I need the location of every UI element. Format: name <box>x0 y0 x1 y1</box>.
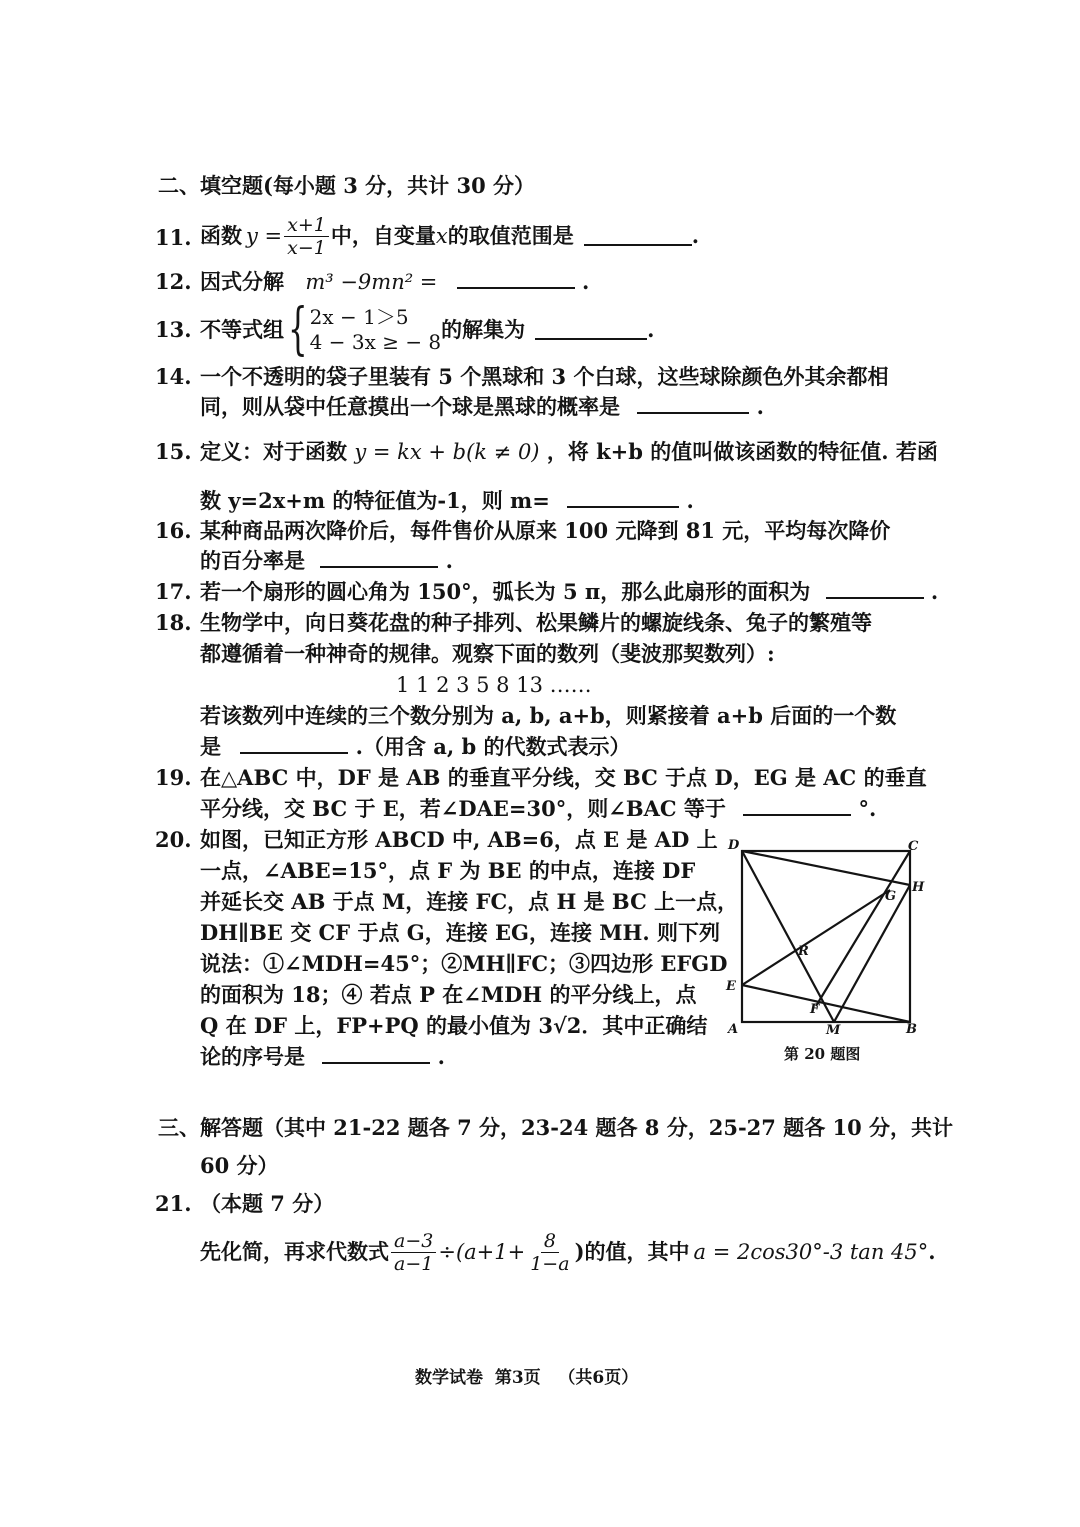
fraction-numerator: a−3 <box>391 1230 436 1253</box>
q20-line-3: 并延长交 AB 于点 M，连接 FC，点 H 是 BC 上一点， <box>200 889 739 914</box>
q16-period: . <box>445 548 453 573</box>
q13-text: 不等式组 <box>200 317 284 342</box>
figure-lines <box>742 851 910 1022</box>
q15-line-1 <box>200 438 938 466</box>
question-number: 20. <box>155 827 192 852</box>
segment-dm <box>742 851 834 1022</box>
fraction-numerator: 8 <box>541 1230 559 1253</box>
q15-text-b: ，将 k+b 的值叫做该函数的特征值. 若函 <box>546 439 938 464</box>
q14-text: 同，则从袋中任意摸出一个球是黑球的概率是 <box>200 394 620 419</box>
q20-line-7: Q 在 DF 上，FP+PQ 的最小值为 3√2．其中正确结 <box>200 1013 708 1038</box>
geometry-figure <box>720 835 930 1070</box>
q13-period: . <box>647 317 655 342</box>
question-number: 14. <box>155 364 192 389</box>
q18-line-3: 若该数列中连续的三个数分别为 a, b, a+b，则紧接着 a+b 后面的一个数 <box>200 703 897 728</box>
q18-text: 是 <box>200 734 221 759</box>
answer-blank[interactable] <box>637 394 749 414</box>
square-abcd <box>742 851 910 1022</box>
question-11 <box>200 208 699 264</box>
question-number: 12. <box>155 269 192 294</box>
q15-period: . <box>686 488 694 513</box>
question-number: 15. <box>155 439 192 464</box>
label-d: D <box>728 838 740 853</box>
question-number: 16. <box>155 518 192 543</box>
label-g: G <box>885 889 897 904</box>
q16-text: 的百分率是 <box>200 548 305 573</box>
page-footer: 数学试卷 第3页 （共6页） <box>415 1368 639 1388</box>
q13-text-post: 的解集为 <box>441 317 526 342</box>
fraction-denominator: 1−a <box>530 1252 570 1275</box>
q19-line-1: 在△ABC 中，DF 是 AB 的垂直平分线，交 BC 于点 D，EG 是 AC 的垂直 <box>200 765 927 790</box>
segment-eg <box>742 890 890 985</box>
question-number: 18. <box>155 610 192 635</box>
q21-text-post: )的值，其中 <box>574 1239 690 1264</box>
q21-condition: a = 2cos30°-3 tan 45° <box>693 1240 929 1264</box>
q19-line-2 <box>200 795 876 823</box>
answer-blank[interactable] <box>457 269 575 289</box>
q21-fraction-1 <box>391 1230 436 1275</box>
q19-degree: °. <box>858 796 877 821</box>
answer-blank[interactable] <box>240 734 348 754</box>
q21-text: 先化简，再求代数式 <box>200 1239 389 1264</box>
q15-text: 定义：对于函数 <box>200 439 347 464</box>
q14-line-2 <box>200 393 764 421</box>
q20-line-6: 的面积为 18；④ 若点 P 在∠MDH 的平分线上，点 <box>200 982 697 1007</box>
question-12 <box>200 268 589 296</box>
q19-text: 平分线，交 BC 于 E，若∠DAE=30°，则∠BAC 等于 <box>200 796 726 821</box>
q11-text: 函数 <box>200 223 242 248</box>
q11-period: . <box>691 223 700 248</box>
q14-period: . <box>756 394 764 419</box>
inequality-row-2: 4 − 3x ≥ − 8 <box>309 330 442 354</box>
q11-text-post: 的取值范围是 <box>447 223 574 248</box>
question-number: 11. <box>155 225 192 250</box>
q21-fraction-2 <box>527 1230 572 1275</box>
q21-period: . <box>928 1239 936 1264</box>
q21-title: （本题 7 分） <box>200 1191 335 1216</box>
label-h: H <box>912 880 925 895</box>
q18-text-b: .（用含 a, b 的代数式表示） <box>355 734 631 759</box>
q11-x: x <box>435 224 448 248</box>
section-title-solve: 三、解答题（其中 21-22 题各 7 分，23-24 题各 8 分，25-27 题各 10 分，共计 <box>158 1115 954 1140</box>
brace-symbol: { <box>288 297 308 362</box>
q18-line-4 <box>200 733 630 761</box>
answer-blank[interactable] <box>535 320 647 340</box>
q20-line-8 <box>200 1043 445 1071</box>
q12-expression: m³ −9mn² = <box>305 270 438 294</box>
q15-formula: y = kx + b(k ≠ 0) <box>354 440 540 464</box>
label-r: R <box>798 944 809 959</box>
q20-line-1: 如图，已知正方形 ABCD 中, AB=6，点 E 是 AD 上 <box>200 827 718 852</box>
q12-period: . <box>582 269 590 294</box>
fraction-denominator: a−1 <box>394 1252 434 1275</box>
answer-blank[interactable] <box>322 1044 430 1064</box>
q16-line-2 <box>200 547 453 575</box>
q15-text-2: 数 y=2x+m 的特征值为-1，则 m= <box>200 488 550 513</box>
q17-text: 若一个扇形的圆心角为 150°，弧长为 5 π，那么此扇形的面积为 <box>200 579 811 604</box>
q20-text: 论的序号是 <box>200 1044 305 1069</box>
label-b: B <box>906 1022 917 1037</box>
question-number: 21. <box>155 1191 192 1216</box>
q18-line-2: 都遵循着一种神奇的规律。观察下面的数列（斐波那契数列）: <box>200 641 775 666</box>
q17-period: . <box>930 579 939 604</box>
label-a: A <box>728 1022 739 1037</box>
label-f: F <box>810 1002 820 1017</box>
q11-text-mid: 中，自变量 <box>330 223 436 248</box>
inequality-system <box>284 297 442 362</box>
section-title-fill-blank: 二、填空题(每小题 3 分，共计 30 分） <box>158 173 536 198</box>
answer-blank[interactable] <box>743 796 851 816</box>
q11-y: y = <box>246 224 283 248</box>
q20-period: . <box>437 1044 445 1069</box>
q11-numerator: x+1 <box>284 214 329 237</box>
q11-denominator: x−1 <box>287 236 326 259</box>
inequality-row-1: 2x − 1＞5 <box>309 305 409 329</box>
q17-line <box>200 578 938 606</box>
label-e: E <box>726 979 736 994</box>
q21-divide-term: ÷(a+1+ <box>438 1240 526 1264</box>
answer-blank[interactable] <box>567 488 679 508</box>
question-number: 19. <box>155 765 192 790</box>
label-c: C <box>908 839 919 854</box>
segment-mh <box>834 885 910 1022</box>
answer-blank[interactable] <box>826 579 924 599</box>
q11-fraction <box>284 214 329 259</box>
answer-blank[interactable] <box>584 226 692 246</box>
section-title-solve-2: 60 分） <box>200 1153 279 1178</box>
question-number: 17. <box>155 579 192 604</box>
question-13 <box>200 297 655 362</box>
q15-line-2 <box>200 487 694 515</box>
q21-expression-line <box>200 1222 936 1282</box>
q18-line-1: 生物学中，向日葵花盘的种子排列、松果鳞片的螺旋线条、兔子的繁殖等 <box>200 610 872 635</box>
q20-line-2: 一点，∠ABE=15°，点 F 为 BE 的中点，连接 DF <box>200 858 696 883</box>
answer-blank[interactable] <box>320 548 438 568</box>
label-m: M <box>826 1023 841 1038</box>
q14-line-1: 一个不透明的袋子里装有 5 个黑球和 3 个白球，这些球除颜色外其余都相 <box>200 364 889 389</box>
question-number: 13. <box>155 317 192 342</box>
figure-caption: 第 20 题图 <box>784 1045 861 1063</box>
q20-line-5: 说法：①∠MDH=45°；②MH∥FC；③四边形 EFGD <box>200 951 728 976</box>
segment-dh <box>742 851 910 885</box>
fibonacci-sequence: 1 1 2 3 5 8 13 …… <box>396 673 592 697</box>
q12-text: 因式分解 <box>200 269 284 294</box>
q20-line-4: DH∥BE 交 CF 于点 G，连接 EG，连接 MH. 则下列 <box>200 920 720 945</box>
q16-line-1: 某种商品两次降价后，每件售价从原来 100 元降到 81 元，平均每次降价 <box>200 518 891 543</box>
